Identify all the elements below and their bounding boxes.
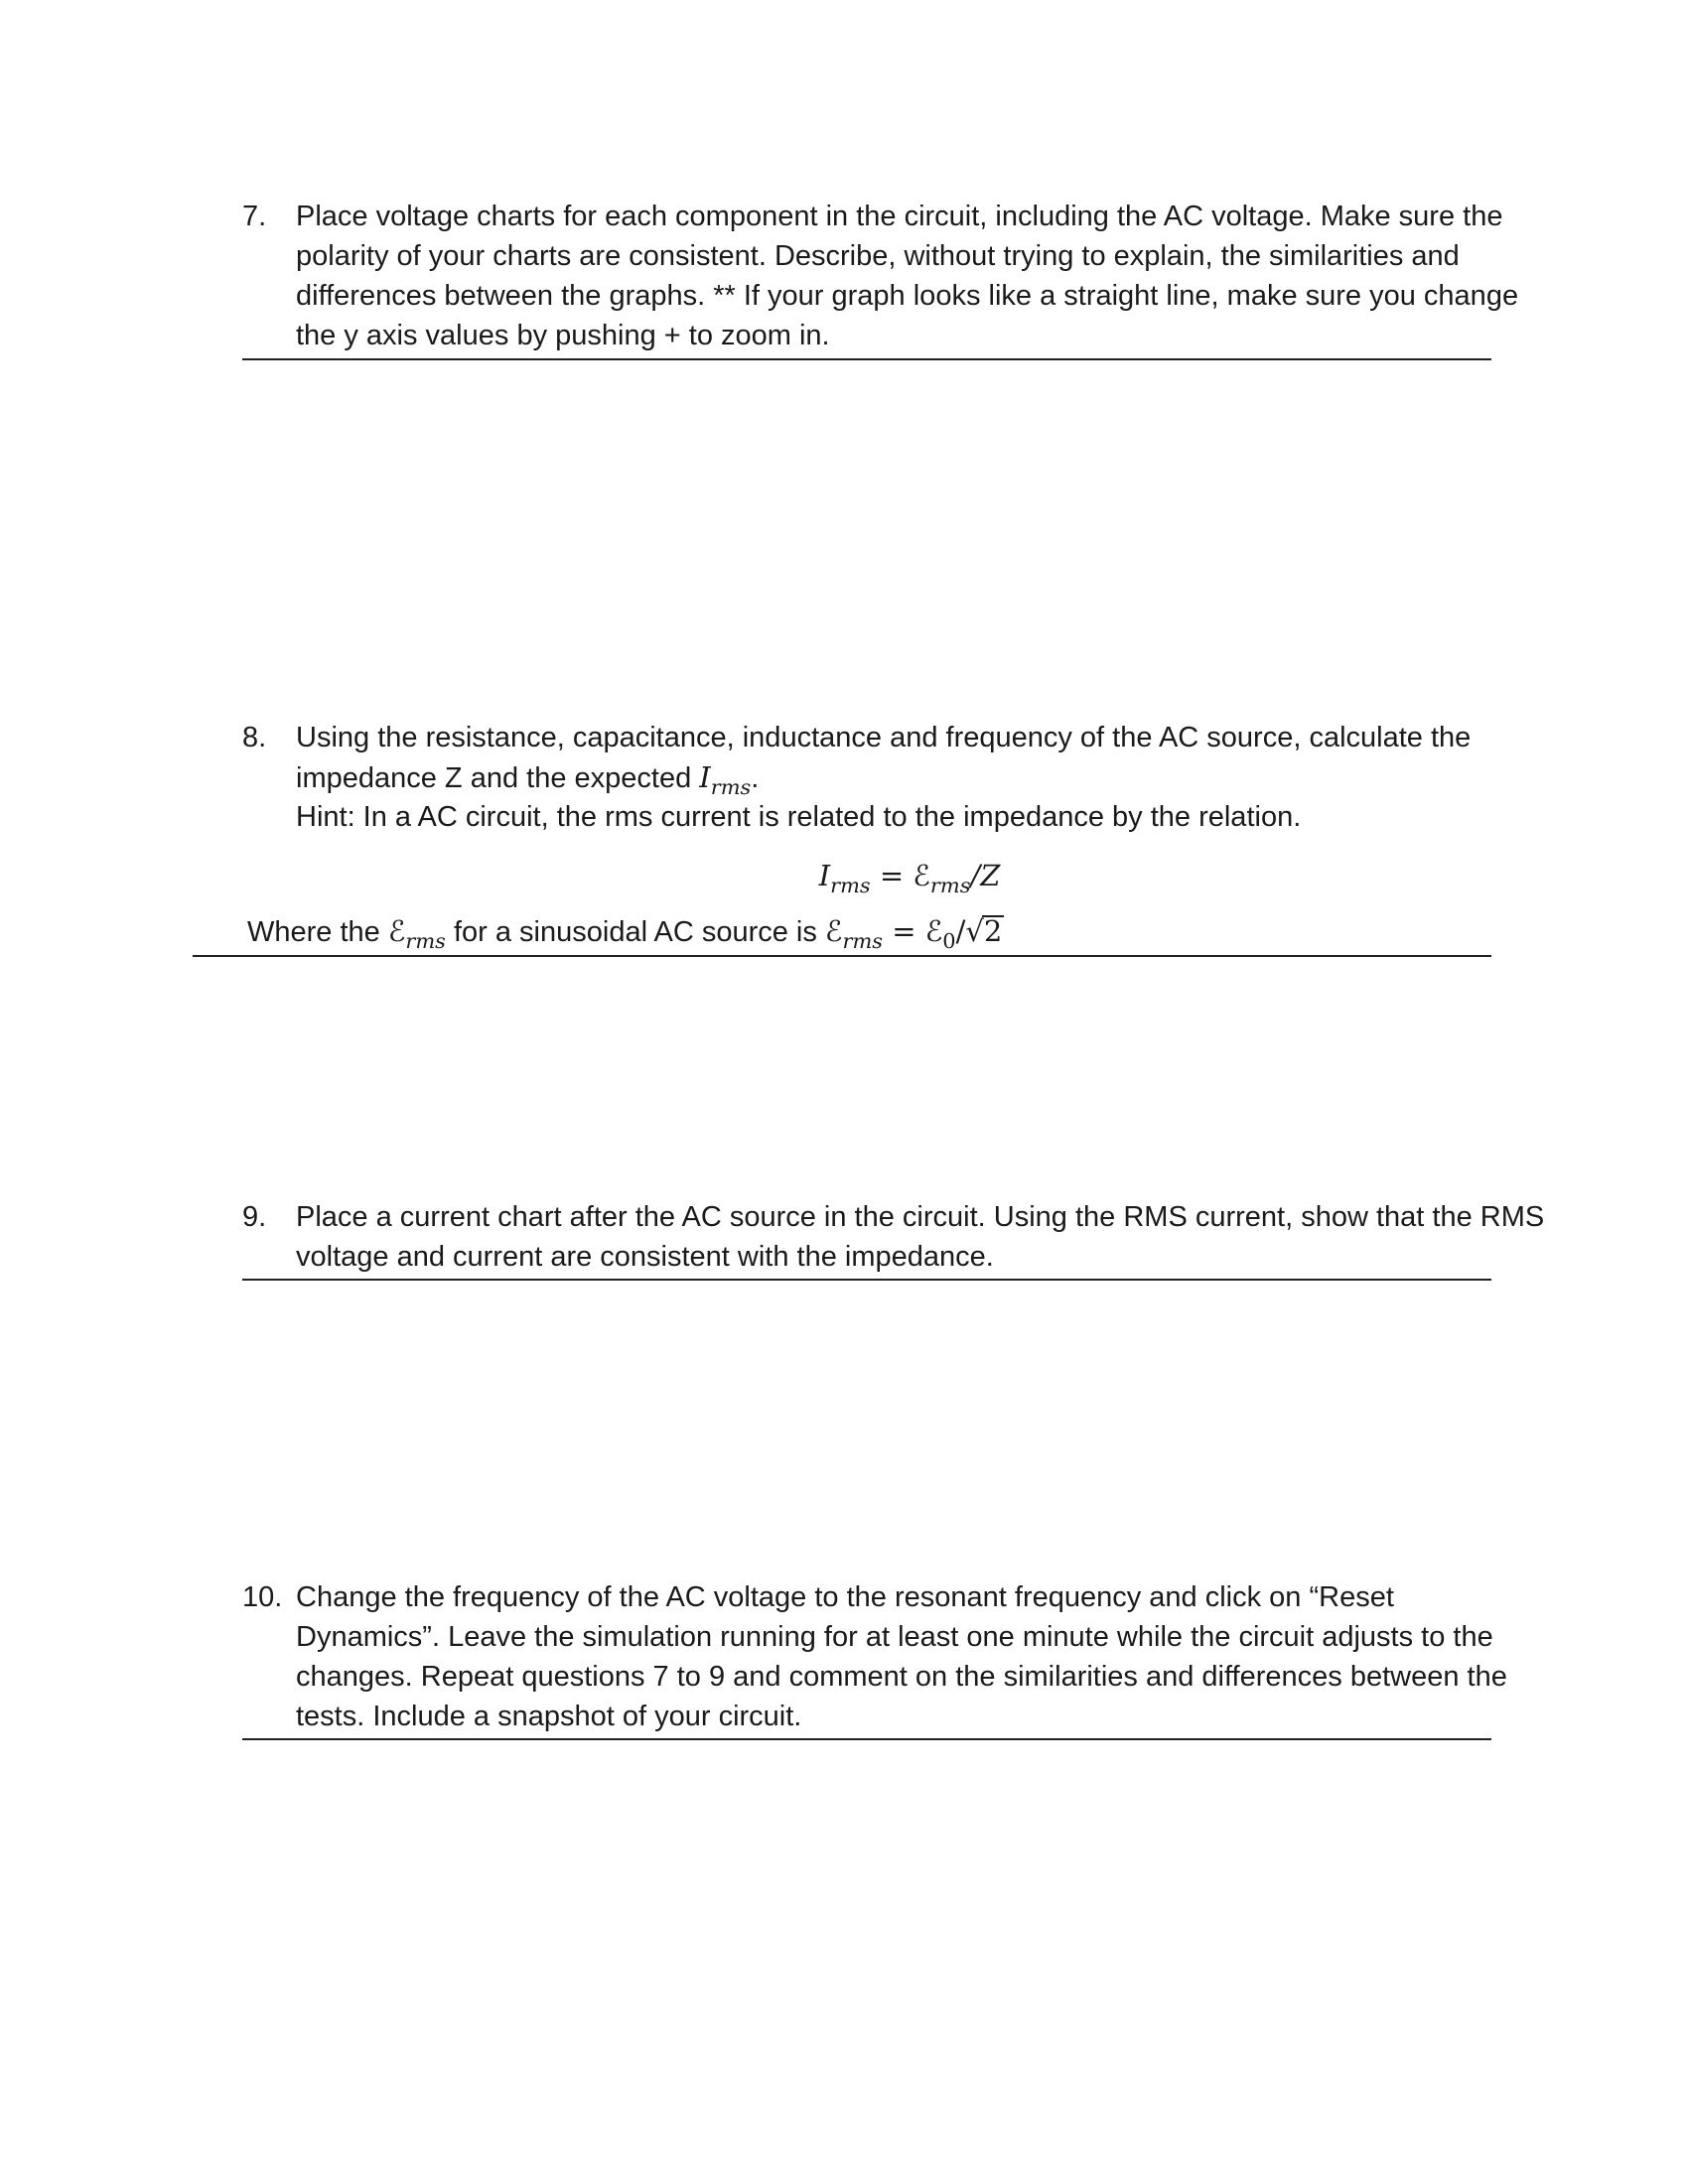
formula-rhs-subscript: rms	[929, 873, 971, 897]
rms-subscript: rms	[842, 928, 883, 953]
question-text-line: tests. Include a snapshot of your circuit.	[296, 1701, 802, 1732]
current-symbol: I	[699, 760, 711, 794]
emf-symbol: ℰ	[913, 859, 930, 892]
question-8	[242, 718, 1491, 837]
formula-rhs-tail: /Z	[970, 859, 1001, 892]
question-text-line: Change the frequency of the AC voltage to the resonant frequency and click on “Reset	[296, 1581, 1394, 1613]
question-number: 9.	[242, 1201, 267, 1233]
question-text-line: Place voltage charts for each component in the circuit, including the AC voltage. Make sure the	[296, 201, 1503, 232]
question-text-line: Dynamics”. Leave the simulation running for at least one minute while the circuit adjusts to the	[296, 1621, 1493, 1653]
hint-text: Hint: In a AC circuit, the rms current is related to the impedance by the relation.	[296, 801, 1302, 833]
rms-subscript: rms	[405, 928, 446, 953]
question-text-line: polarity of your charts are consistent. Describe, without trying to explain, the similarities and	[296, 240, 1460, 272]
answer-divider	[193, 955, 1491, 957]
where-line	[247, 909, 1004, 956]
question-number: 7.	[242, 201, 267, 232]
question-text-line: Using the resistance, capacitance, inductance and frequency of the AC source, calculate the	[296, 722, 1472, 753]
question-number: 8.	[242, 722, 267, 753]
emf-symbol: ℰ	[824, 914, 843, 948]
text-segment: for a sinusoidal AC source is	[445, 916, 825, 948]
formula-lhs-subscript: rms	[830, 873, 871, 897]
zero-subscript: 0	[942, 928, 956, 953]
period: .	[751, 762, 760, 794]
question-text-line: changes. Repeat questions 7 to 9 and comment on the similarities and differences between the	[296, 1661, 1507, 1693]
formula-lhs: I	[818, 859, 831, 892]
question-9	[242, 1197, 1545, 1277]
equals-sign: =	[882, 914, 925, 948]
rms-subscript: rms	[710, 774, 752, 799]
radical-sign: √	[965, 914, 984, 948]
emf-symbol: ℰ	[924, 914, 943, 948]
question-10	[242, 1577, 1507, 1736]
text-segment: Where the	[247, 916, 388, 948]
question-text-line: the y axis values by pushing + to zoom in.	[296, 320, 830, 351]
answer-divider	[242, 358, 1491, 360]
question-text-line: Place a current chart after the AC source in the circuit. Using the RMS current, show that the RMS	[296, 1201, 1545, 1233]
question-7	[242, 197, 1519, 355]
slash: /	[955, 914, 966, 948]
question-text-line	[296, 757, 1491, 800]
emf-symbol: ℰ	[387, 914, 406, 948]
formula-equals: =	[870, 859, 914, 892]
question-text-line: voltage and current are consistent with the impedance.	[296, 1241, 994, 1273]
text-segment: impedance Z and the expected	[296, 762, 700, 794]
question-text-line: differences between the graphs. ** If your graph looks like a straight line, make sure you change	[296, 280, 1519, 312]
answer-divider	[242, 1738, 1491, 1740]
radicand: 2	[983, 914, 1003, 948]
rms-current-formula	[0, 854, 1688, 900]
answer-divider	[242, 1279, 1491, 1281]
question-number: 10.	[242, 1581, 283, 1613]
